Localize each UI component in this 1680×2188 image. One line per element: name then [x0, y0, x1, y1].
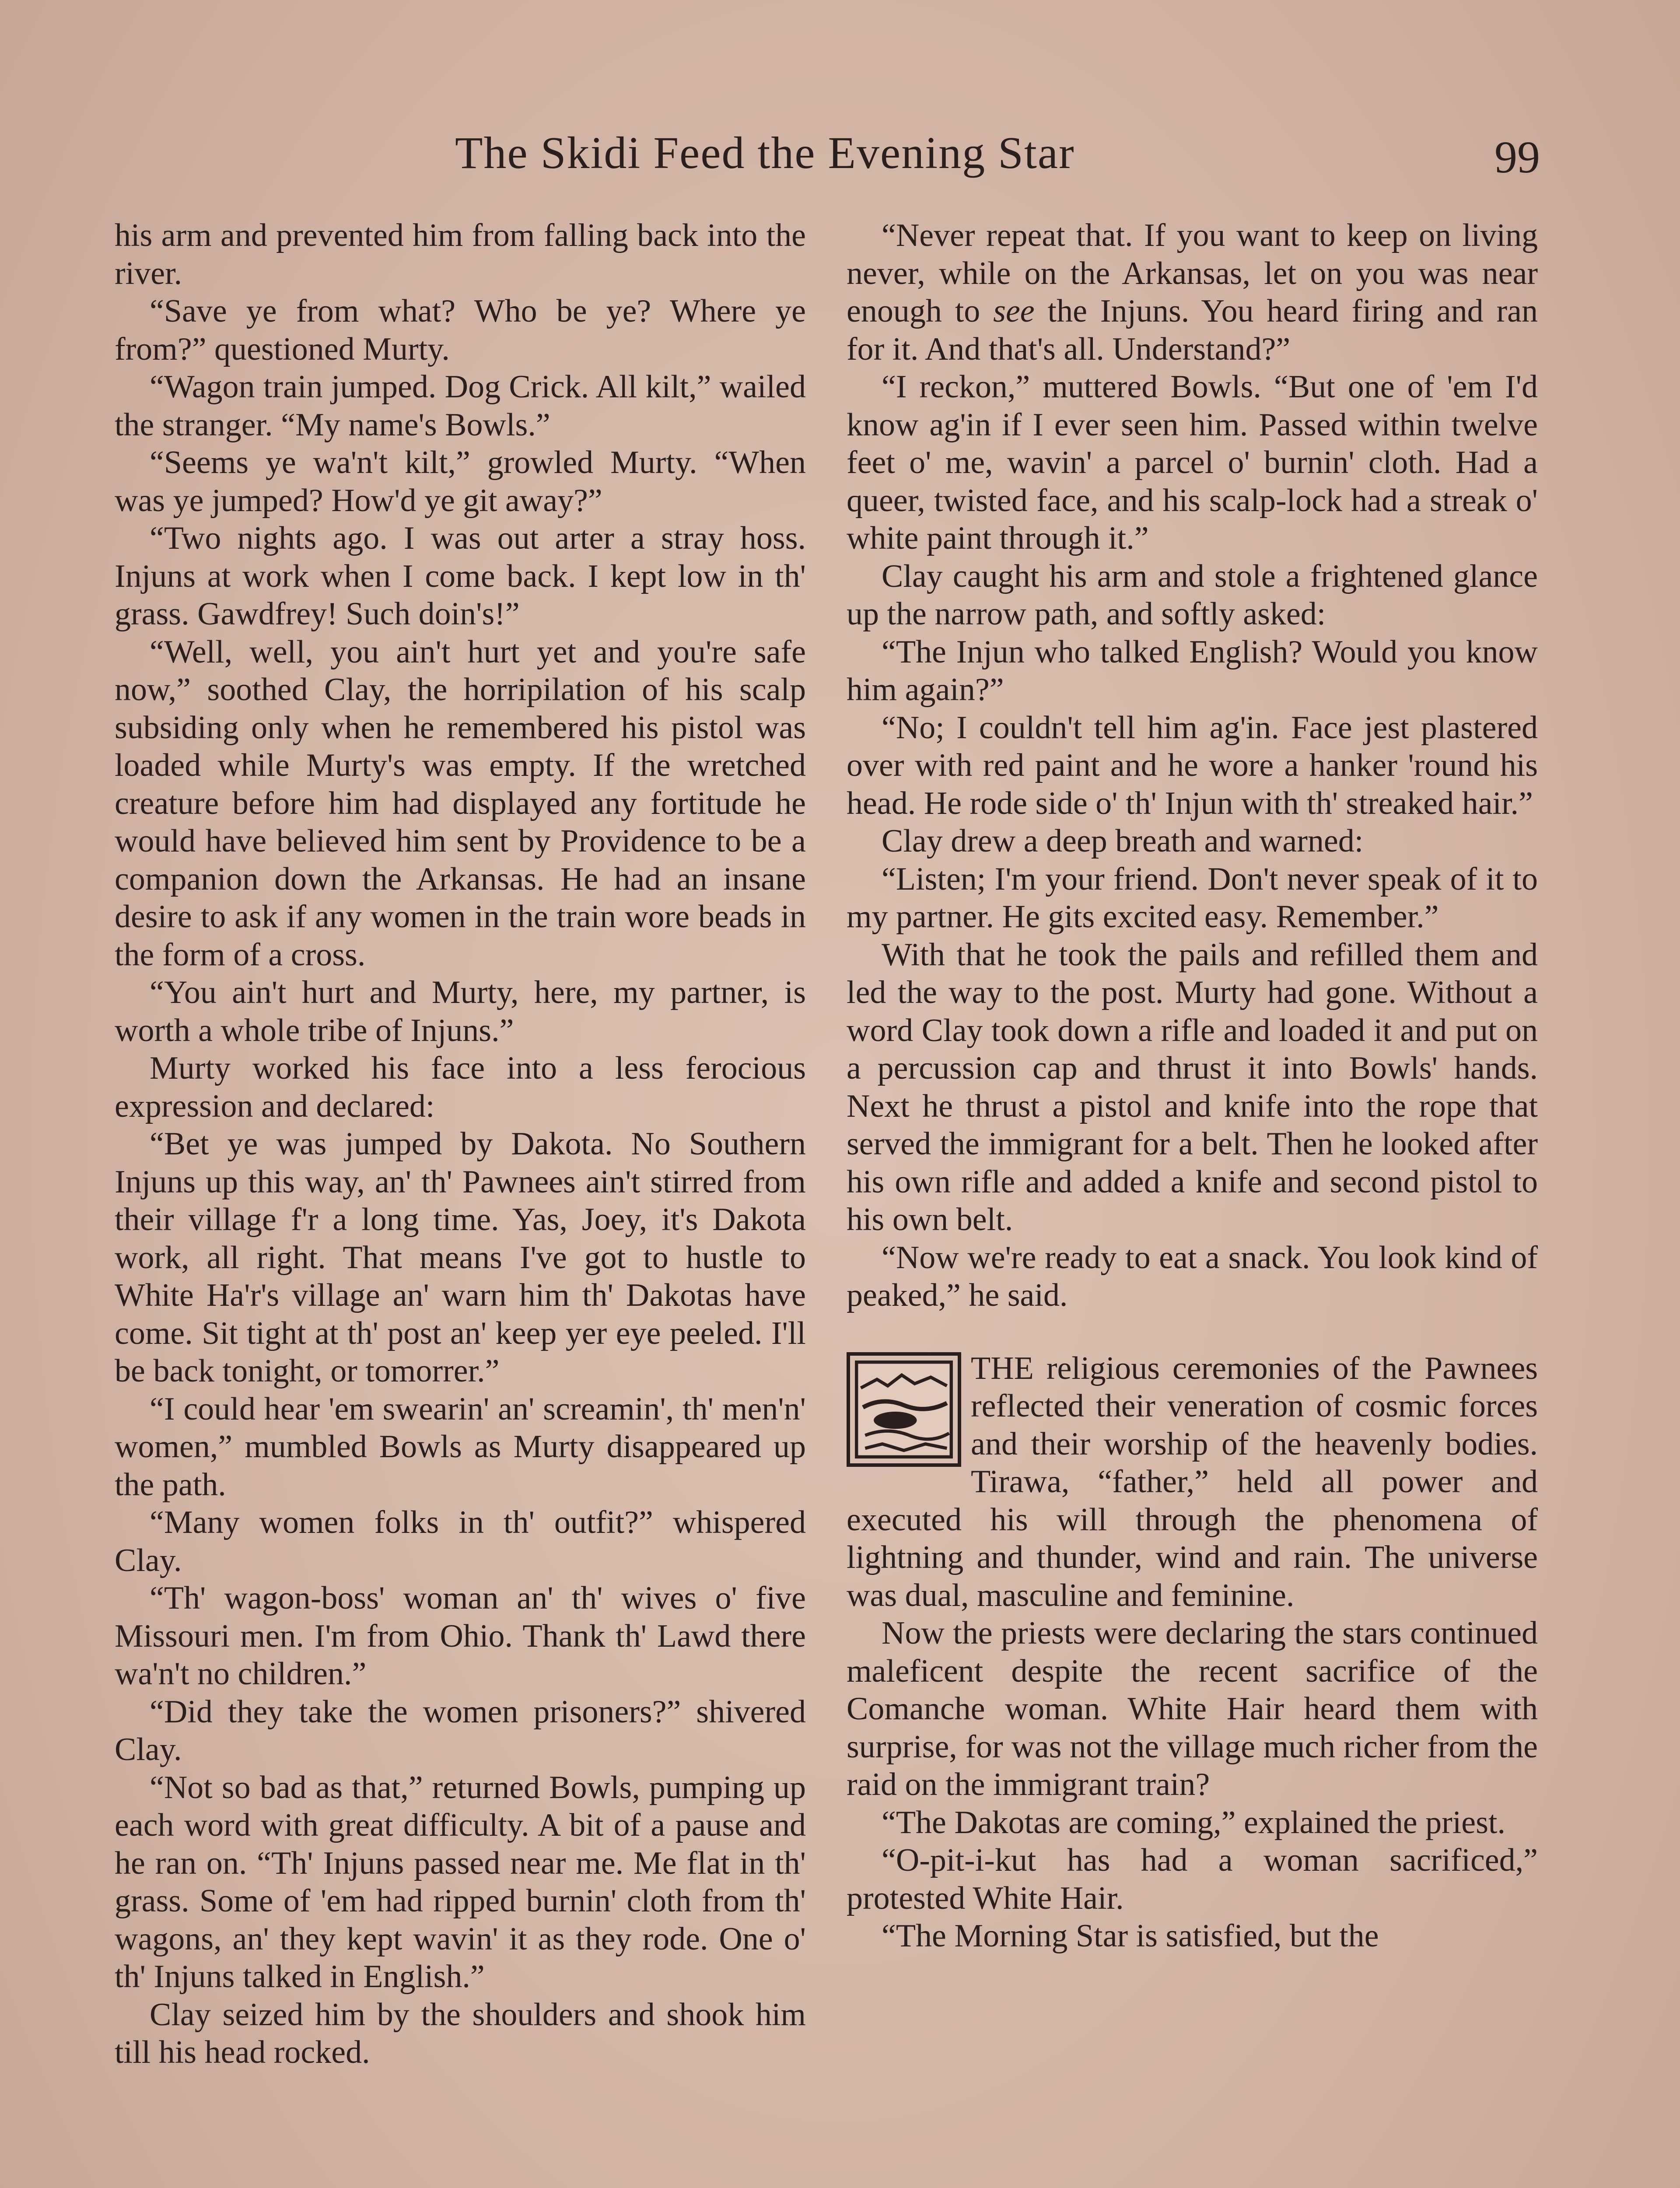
- paragraph: “O-pit-i-kut has had a woman sacrificed,” protested White Hair.: [847, 1842, 1538, 1916]
- page-number: 99: [1494, 132, 1540, 182]
- running-title: The Skidi Feed the Evening Star: [455, 128, 1075, 178]
- paragraph: “No; I couldn't tell him ag'in. Face jest plastered over with red paint and he wore a hanker 'round his head. He rode side o' th' Injun with th' streaked hair.”: [847, 709, 1538, 821]
- paragraph: Clay drew a deep breath and warned:: [882, 823, 1364, 859]
- page-header: [114, 127, 1540, 188]
- paragraph: “Many women folks in th' outfit?” whispered Clay.: [115, 1504, 806, 1578]
- paragraph: Now the priests were declaring the stars continued maleficent despite the recent sacrifice of the Comanche woman. White Hair heard them with surprise, for was not the village much richer from the raid on the immigrant train?: [847, 1615, 1538, 1802]
- paragraph: “Now we're ready to eat a snack. You look kind of peaked,” he said.: [847, 1239, 1538, 1313]
- paragraph: “Seems ye wa'n't kilt,” growled Murty. “When was ye jumped? How'd ye git away?”: [115, 445, 806, 519]
- paragraph: “Listen; I'm your friend. Don't never speak of it to my partner. He gits excited easy. Remember.”: [847, 861, 1538, 935]
- paragraph: “Not so bad as that,” returned Bowls, pumping up each word with great difficulty. A bit of a pause and he ran on. “Th' Injuns passed near me. Me flat in th' grass. Some of 'em had ripped burnin' cloth from th' wagons, an' they kept wavin' it as they rode. One o' th' Injuns talked in English.”: [115, 1769, 806, 1995]
- paragraph: “The Dakotas are coming,” explained the priest.: [882, 1804, 1505, 1841]
- paragraph: With that he took the pails and refilled them and led the way to the post. Murty had gone. Without a word Clay took down a rifle and loaded it and put on a percussion cap and thrust it into Bowls' hands. Next he thrust a pistol and knife into the rope that served the immigrant for a belt. Then he looked after his own rifle and added a knife and second pistol to his own belt.: [847, 936, 1538, 1238]
- paragraph: Clay seized him by the shoulders and shook him till his head rocked.: [115, 1996, 806, 2070]
- text-run: “Never repeat that. If you want to keep on living never, while on the Arkansas, let on you was near enough to: [847, 217, 1538, 329]
- paragraph: “I reckon,” muttered Bowls. “But one of 'em I'd know ag'in if I ever seen him. Passed within twelve feet o' me, wavin' a parcel o' burnin' cloth. Had a queer, twisted face, and his scalp-lock had a streak o' white paint through it.”: [847, 369, 1538, 556]
- paragraph: “Two nights ago. I was out arter a stray hoss. Injuns at work when I come back. I kept low in th' grass. Gawdfrey! Such doin's!”: [115, 520, 806, 632]
- paragraph: “The Morning Star is satisfied, but the: [882, 1918, 1379, 1954]
- decorative-vignette-icon: [847, 1352, 961, 1467]
- paragraph: “Well, well, you ain't hurt yet and you're safe now,” soothed Clay, the horripilation of his scalp subsiding only when he remembered his pistol was loaded while Murty's was empty. If the wretched creature before him had displayed any fortitude he would have believed him sent by Providence to be a companion down the Arkansas. He had an insane desire to ask if any women in the train wore beads in the form of a cross.: [115, 634, 806, 973]
- paragraph: “Did they take the women prisoners?” shivered Clay.: [115, 1694, 806, 1767]
- paragraph: THE religious ceremonies of the Pawnees reflected their veneration of cosmic forces and their worship of the heavenly bodies. Tirawa, “father,” held all power and executed his will through the phenomena of lightning and thunder, wind and rain. The universe was dual, masculine and feminine.: [847, 1350, 1538, 1613]
- section-break: [847, 1315, 1538, 1350]
- paragraph: “You ain't hurt and Murty, here, my partner, is worth a whole tribe of Injuns.”: [115, 975, 806, 1048]
- paragraph: “Save ye from what? Who be ye? Where ye from?” questioned Murty.: [115, 293, 806, 367]
- paragraph: “Th' wagon-boss' woman an' th' wives o' five Missouri men. I'm from Ohio. Thank th' Lawd there wa'n't no children.”: [115, 1580, 806, 1692]
- paragraph: “Wagon train jumped. Dog Crick. All kilt,” wailed the stranger. “My name's Bowls.”: [115, 369, 806, 443]
- paragraph: “I could hear 'em swearin' an' screamin', th' men'n' women,” mumbled Bowls as Murty disappeared up the path.: [115, 1391, 806, 1503]
- paragraph: his arm and prevented him from falling back into the river.: [115, 217, 806, 291]
- paragraph: “The Injun who talked English? Would you know him again?”: [847, 634, 1538, 708]
- paragraph: [847, 217, 1538, 368]
- paragraph: Murty worked his face into a less ferocious expression and declared:: [115, 1050, 806, 1124]
- emphasis: see: [993, 293, 1035, 329]
- right-column: [847, 217, 1538, 1955]
- text-run: the Injuns. You heard firing and ran for it. And that's all. Understand?”: [847, 293, 1538, 367]
- paragraph: “Bet ye was jumped by Dakota. No Southern Injuns up this way, an' th' Pawnees ain't stirred from their village f'r a long time. Yas, Joey, it's Dakota work, all right. That means I've got to hustle to White Ha'r's village an' warn him th' Dakotas have come. Sit tight at th' post an' keep yer eye peeled. I'll be back tonight, or tomorrer.”: [115, 1126, 806, 1389]
- paragraph: Clay caught his arm and stole a frightened glance up the narrow path, and softly asked:: [847, 558, 1538, 632]
- left-column: [115, 217, 806, 2072]
